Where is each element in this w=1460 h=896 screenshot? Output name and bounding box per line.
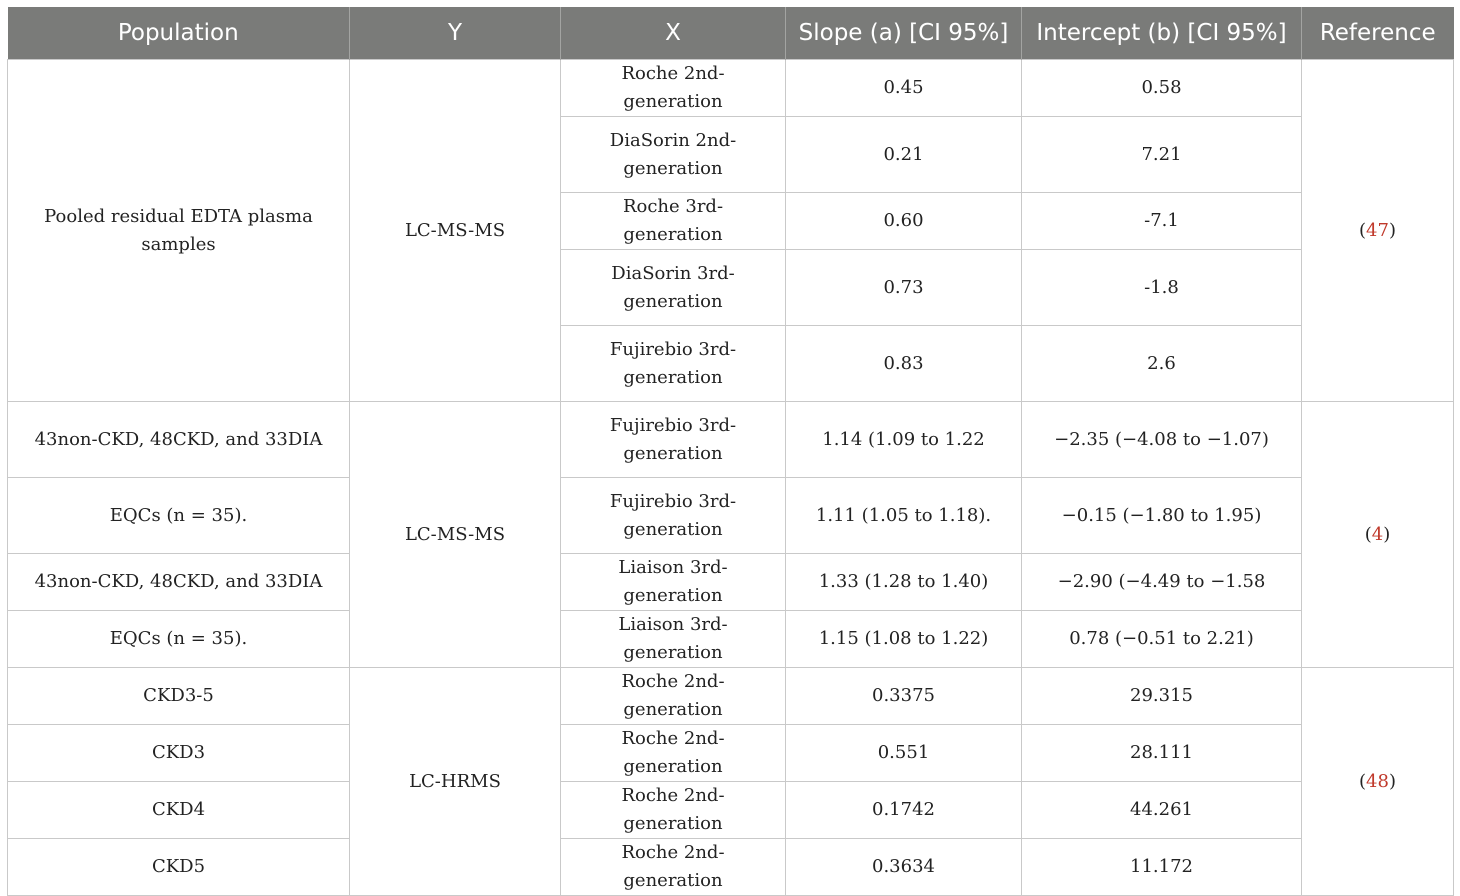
slope-cell: 0.3375 (786, 668, 1022, 725)
intercept-cell: 7.21 (1022, 117, 1302, 193)
intercept-cell: 44.261 (1022, 782, 1302, 839)
x-cell: Roche 2nd-generation (561, 60, 786, 117)
slope-cell: 0.60 (786, 193, 1022, 250)
x-cell: Roche 3rd-generation (561, 193, 786, 250)
table-row (8, 60, 1454, 117)
reference-cell: (47) (1302, 60, 1454, 402)
header-reference: Reference (1302, 7, 1454, 60)
x-cell: Liaison 3rd-generation (561, 611, 786, 668)
intercept-cell: −0.15 (−1.80 to 1.95) (1022, 478, 1302, 554)
slope-cell: 0.1742 (786, 782, 1022, 839)
table-row (8, 554, 1454, 611)
y-cell: LC-MS-MS (350, 402, 561, 668)
x-cell: Roche 2nd-generation (561, 839, 786, 896)
table-row (8, 782, 1454, 839)
slope-cell: 1.33 (1.28 to 1.40) (786, 554, 1022, 611)
population-cell: 43non-CKD, 48CKD, and 33DIA (8, 402, 350, 478)
slope-cell: 0.83 (786, 326, 1022, 402)
population-cell: EQCs (n = 35). (8, 478, 350, 554)
intercept-cell: -1.8 (1022, 250, 1302, 326)
x-cell: Roche 2nd-generation (561, 725, 786, 782)
intercept-cell: 2.6 (1022, 326, 1302, 402)
slope-cell: 0.551 (786, 725, 1022, 782)
slope-cell: 0.73 (786, 250, 1022, 326)
x-cell: DiaSorin 3rd-generation (561, 250, 786, 326)
table-row (8, 611, 1454, 668)
x-cell: Roche 2nd-generation (561, 782, 786, 839)
intercept-cell: 0.58 (1022, 60, 1302, 117)
x-cell: Fujirebio 3rd-generation (561, 326, 786, 402)
population-cell: CKD3-5 (8, 668, 350, 725)
intercept-cell: −2.90 (−4.49 to −1.58 (1022, 554, 1302, 611)
slope-cell: 0.21 (786, 117, 1022, 193)
x-cell: Fujirebio 3rd-generation (561, 478, 786, 554)
table-row (8, 839, 1454, 896)
header-row (8, 7, 1454, 60)
slope-cell: 1.15 (1.08 to 1.22) (786, 611, 1022, 668)
x-cell: Roche 2nd-generation (561, 668, 786, 725)
intercept-cell: 28.111 (1022, 725, 1302, 782)
slope-cell: 1.14 (1.09 to 1.22 (786, 402, 1022, 478)
slope-cell: 0.45 (786, 60, 1022, 117)
header-population: Population (8, 7, 350, 60)
reference-link[interactable]: 48 (1366, 770, 1389, 792)
intercept-cell: 0.78 (−0.51 to 2.21) (1022, 611, 1302, 668)
header-y: Y (350, 7, 561, 60)
population-cell: CKD5 (8, 839, 350, 896)
population-cell: CKD4 (8, 782, 350, 839)
slope-cell: 1.11 (1.05 to 1.18). (786, 478, 1022, 554)
table-row (8, 668, 1454, 725)
slope-cell: 0.3634 (786, 839, 1022, 896)
table-row (8, 478, 1454, 554)
x-cell: Fujirebio 3rd-generation (561, 402, 786, 478)
table-row (8, 725, 1454, 782)
intercept-cell: −2.35 (−4.08 to −1.07) (1022, 402, 1302, 478)
header-slope: Slope (a) [CI 95%] (786, 7, 1022, 60)
intercept-cell: -7.1 (1022, 193, 1302, 250)
population-cell: 43non-CKD, 48CKD, and 33DIA (8, 554, 350, 611)
x-cell: Liaison 3rd-generation (561, 554, 786, 611)
y-cell: LC-MS-MS (350, 60, 561, 402)
population-cell: Pooled residual EDTA plasma samples (8, 60, 350, 402)
reference-link[interactable]: 47 (1366, 219, 1389, 241)
reference-cell: (48) (1302, 668, 1454, 896)
table-row (8, 402, 1454, 478)
comparison-table (7, 7, 1454, 896)
y-cell: LC-HRMS (350, 668, 561, 896)
header-x: X (561, 7, 786, 60)
population-cell: EQCs (n = 35). (8, 611, 350, 668)
intercept-cell: 29.315 (1022, 668, 1302, 725)
x-cell: DiaSorin 2nd-generation (561, 117, 786, 193)
population-cell: CKD3 (8, 725, 350, 782)
reference-link[interactable]: 4 (1371, 523, 1384, 545)
intercept-cell: 11.172 (1022, 839, 1302, 896)
reference-cell: (4) (1302, 402, 1454, 668)
header-intercept: Intercept (b) [CI 95%] (1022, 7, 1302, 60)
